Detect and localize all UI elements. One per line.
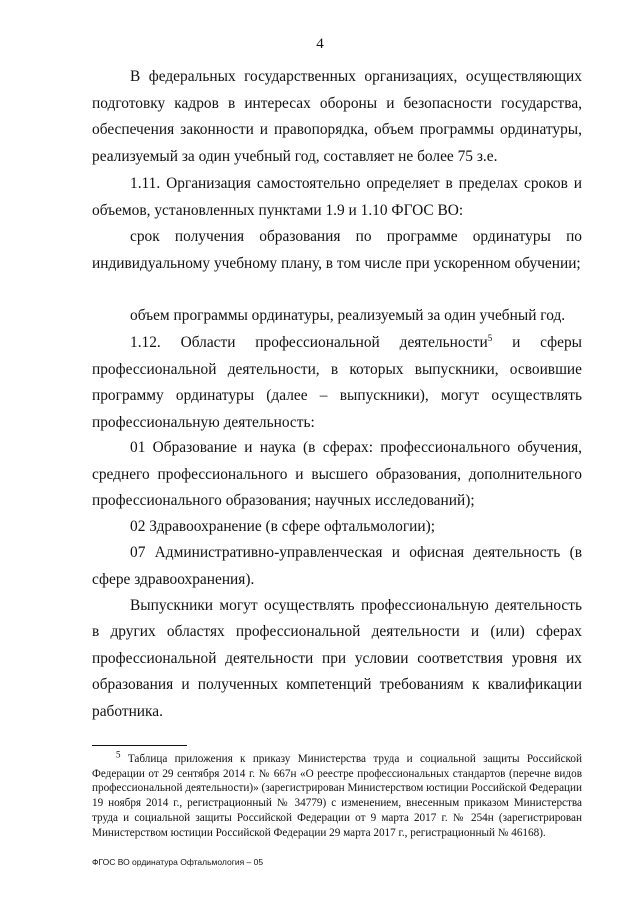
paragraph-1-12 — [92, 330, 582, 437]
paragraph-text: Выпускники могут осуществлять профессиональную деятельность в других областях профессиональной деятельности и (или) сферах профессиональной деятельности при условии соответствия уровня их образования и полученных компетенций требованиям к квалификации работника. — [92, 597, 582, 720]
page-number: 4 — [316, 36, 324, 52]
paragraph-graduates — [92, 593, 582, 725]
footnote-separator — [92, 745, 187, 746]
paragraph-text: 02 Здравоохранение (в сфере офтальмологии); — [130, 518, 436, 535]
paragraph-text: 1.12. Области профессиональной деятельности — [130, 334, 488, 351]
page-footer: ФГОС ВО ординатура Офтальмология – 05 — [92, 857, 264, 867]
paragraph-text: и сферы профессиональной деятельности, в которых выпускники, освоившие программу ординатуры (далее – выпускники), могут осуществлять профессиональную деятельность: — [92, 334, 582, 432]
paragraph-program-volume — [92, 303, 582, 330]
paragraph-federal-organizations — [92, 64, 582, 171]
list-item-administrative — [92, 540, 582, 593]
paragraph-text: 1.11. Организация самостоятельно определяет в пределах сроков и объемов, установленных пунктами 1.9 и 1.10 ФГОС ВО: — [92, 175, 582, 219]
paragraph-text: объем программы ординатуры, реализуемый за один учебный год. — [130, 307, 566, 324]
footnote — [92, 749, 582, 840]
footnote-marker: 5 — [116, 749, 121, 760]
paragraph-study-period — [92, 224, 582, 277]
paragraph-text: срок получения образования по программе ординатуры по индивидуальному учебному плану, в том числе при ускоренном обучении; — [92, 228, 582, 272]
paragraph-text: В федеральных государственных организациях, осуществляющих подготовку кадров в интересах обороны и безопасности государства, обеспечения законности и правопорядка, объем программы ординатуры, реализуемый за один учебный год, составляет не более 75 з.е. — [92, 68, 582, 166]
paragraph-text: 01 Образование и наука (в сферах: профессионального обучения, среднего профессионального и высшего образования, дополнительного профессионального образования; научных исследований); — [92, 439, 582, 510]
paragraph-text: 07 Административно-управленческая и офисная деятельность (в сфере здравоохранения). — [92, 544, 582, 588]
footnote-text: Таблица приложения к приказу Министерства труда и социальной защиты Российской Федерации от 29 сентября 2014 г. № 667н «О реестре профессиональных стандартов (перечне видов профессиональной деятельности)» (зарегистрирован Министерством юстиции Российской Федерации 19 ноября 2014 г., регистрационный № 34779) с изменением, внесенным приказом Министерства труда и социальной защиты Российской Федерации от 9 марта 2017 г. № 254н (зарегистрирован Министерством юстиции Российской Федерации 29 марта 2017 г., регистрационный № 46168). — [92, 753, 582, 839]
paragraph-1-11 — [92, 171, 582, 224]
footnote-reference: 5 — [487, 332, 493, 343]
list-item-education-science — [92, 435, 582, 515]
list-item-healthcare — [92, 514, 582, 541]
